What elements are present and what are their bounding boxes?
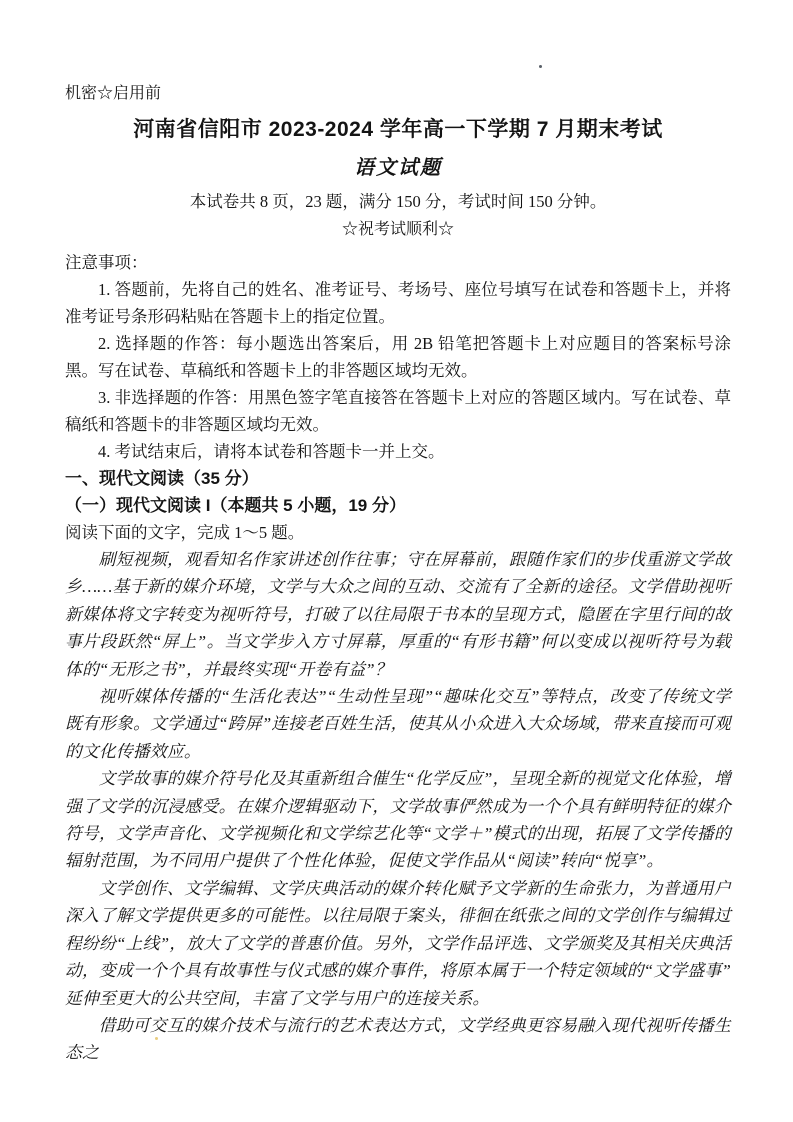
confidential-notice: 机密☆启用前 (65, 85, 162, 102)
exam-title: 河南省信阳市 2023-2024 学年高一下学期 7 月期末考试 (133, 118, 663, 141)
section-one-heading: 一、现代文阅读（35 分） (65, 469, 259, 488)
passage-paragraph-2: 视听媒体传播的“生活化表达”“生动性呈现”“趣味化交互”等特点，改变了传统文学既有形象。文学通过“跨屏”连接老百姓生活，使其从小众进入大众场域，带来直接而可观的文化传播效应。 (65, 687, 731, 761)
scan-artifact-speck (155, 1037, 158, 1040)
notice-title: 注意事项： (65, 253, 148, 272)
passage-paragraph-3: 文学故事的媒介符号化及其重新组合催生“化学反应”，呈现全新的视觉文化体验，增强了文学的沉浸感受。在媒介逻辑驱动下，文学故事俨然成为一个个具有鲜明特征的媒介符号，文学声音化、文学视频化和文学综艺化等“文学＋”模式的出现，拓展了文学传播的辐射范围，为不同用户提供了个性化体验，促使文学作品从“阅读”转向“悦享”。 (65, 769, 731, 871)
reading-passage (65, 546, 731, 1067)
passage-paragraph-4: 文学创作、文学编辑、文学庆典活动的媒介转化赋予文学新的生命张力，为普通用户深入了解文学提供更多的可能性。以往局限于案头，徘徊在纸张之间的文学创作与编辑过程纷纷“上线”，放大了文学的普惠价值。另外，文学作品评选、文学颁奖及其相关庆典活动，变成一个个具有故事性与仪式感的媒介事件，将原本属于一个特定领域的“文学盛事”延伸至更大的公共空间，丰富了文学与用户的连接关系。 (65, 878, 731, 1008)
scan-artifact-dot (539, 65, 542, 68)
reading-instruction: 阅读下面的文字，完成 1～5 题。 (65, 523, 305, 542)
notice-section (65, 249, 731, 465)
passage-paragraph-5: 借助可交互的媒介技术与流行的艺术表达方式，文学经典更容易融入现代视听传播生态之 (65, 1015, 731, 1063)
passage-paragraph-1: 刷短视频，观看知名作家讲述创作往事；守在屏幕前，跟随作家们的步伐重游文学故乡……基于新的媒介环境，文学与大众之间的互动、交流有了全新的途径。文学借助视听新媒体将文字转变为视听符号，打破了以往局限于书本的呈现方式，隐匿在字里行间的故事片段跃然“屏上”。当文学步入方寸屏幕，厚重的“有形书籍”何以变成以视听符号为载体的“无形之书”，并最终实现“开卷有益”？ (65, 550, 731, 679)
subsection-one-heading: （一）现代文阅读 I（本题共 5 小题，19 分） (65, 496, 406, 515)
subject-title: 语文试题 (354, 157, 442, 179)
exam-info-line: 本试卷共 8 页，23 题，满分 150 分，考试时间 150 分钟。 (189, 192, 607, 211)
wish-line: ☆祝考试顺利☆ (341, 221, 454, 238)
notice-item-4: 4. 考试结束后，请将本试卷和答题卡一并上交。 (98, 442, 445, 461)
notice-item-2: 2. 选择题的作答：每小题选出答案后，用 2B 铅笔把答题卡上对应题目的答案标号涂黑。写在试卷、草稿纸和答题卡上的非答题区域均无效。 (65, 334, 731, 380)
notice-item-1: 1. 答题前，先将自己的姓名、准考证号、考场号、座位号填写在试卷和答题卡上，并将准考证号条形码粘贴在答题卡上的指定位置。 (65, 280, 731, 326)
notice-item-3: 3. 非选择题的作答：用黑色签字笔直接答在答题卡上对应的答题区域内。写在试卷、草稿纸和答题卡的非答题区域均无效。 (65, 388, 731, 434)
